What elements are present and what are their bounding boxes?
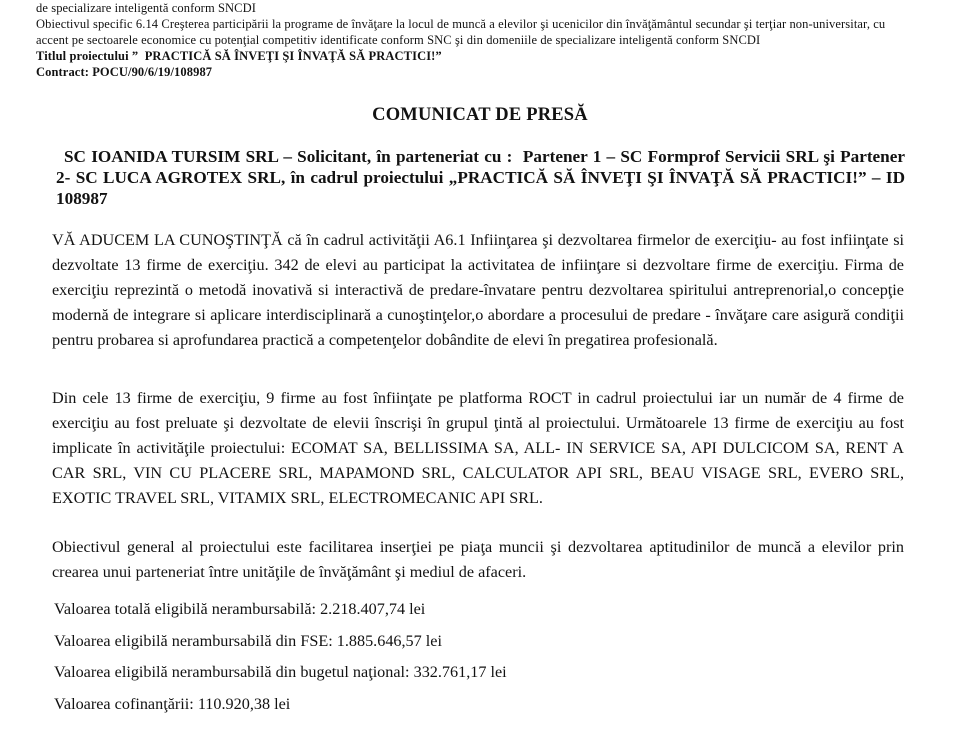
funding-total-eligible: Valoarea totală eligibilă nerambursabilă: 2.218.407,74 lei bbox=[54, 600, 426, 618]
header-specialization-line: de specializare inteligentă conform SNCDI bbox=[36, 1, 256, 15]
funding-values bbox=[54, 597, 914, 723]
funding-national-budget: Valoarea eligibilă nerambursabilă din bugetul naţional: 332.761,17 lei bbox=[54, 663, 507, 681]
paragraph-general-objective: Obiectivul general al proiectului este facilitarea inserţiei pe piaţa muncii şi dezvoltarea aptitudinilor de muncă a elevilor prin crearea unui parteneriat între unităţile de învăţământ şi mediul de afaceri. bbox=[52, 538, 904, 581]
paragraph-activity-a61: VĂ ADUCEM LA CUNOŞTINŢĂ că în cadrul activităţii A6.1 Infiinţarea şi dezvoltarea firmelor de exerciţiu- au fost infiinţate si dezvoltate 13 firme de exerciţiu. 342 de elevi au participat la activitatea de infiinţare si dezvoltare firme de exerciţiu. Firma de exerciţiu reprezintă o metodă inovativă si interactivă de predare-învatare pentru dezvoltarea spiritului antreprenorial,o concepţie modernă de integrare si aplicare interdisciplinară a cunoştinţelor,o abordare a procesului de predare - învăţare care asigură condiţii pentru probarea si aprofundarea practică a competenţelor dobândite de elevi în pregatirea profesională. bbox=[52, 231, 904, 349]
paragraph-practice-firms: Din cele 13 firme de exerciţiu, 9 firme au fost înfiinţate pe platforma ROCT in cadrul proiectului iar un număr de 4 firme de exerciţiu au fost preluate şi dezvoltate de elevii înscrişi în grupul ţintă al proiectului. Următoarele 13 firme de exerciţiu au fost implicate în activităţile proiectului: ECOMAT SA, BELLISSIMA SA, ALL- IN SERVICE SA, API DULCICOM SA, RENT A CAR SRL, VIN CU PLACERE SRL, MAPAMOND SRL, CALCULATOR API SRL, BEAU VISAGE SRL, EVERO SRL, EXOTIC TRAVEL SRL, VITAMIX SRL, ELECTROMECANIC API SRL. bbox=[52, 389, 904, 507]
header-sectors-line: accent pe sectoarele economice cu potenţial competitiv identificate conform SNC şi din domeniile de specializare inteligentă conform SNCDI bbox=[36, 33, 761, 47]
project-header bbox=[36, 0, 936, 80]
partnership-intro-paragraph: SC IOANIDA TURSIM SRL – Solicitant, în parteneriat cu : Partener 1 – SC Formprof Servicii SRL şi Partener 2- SC LUCA AGROTEX SRL, în cadrul proiectului „PRACTICĂ SĂ ÎNVEŢI ŞI ÎNVAŢĂ SĂ PRACTICI!” – ID 108987 bbox=[56, 147, 905, 208]
header-specific-objective-line: Obiectivul specific 6.14 Creşterea participării la programe de învăţare la locul de muncă a elevilor şi ucenicilor din învăţământul secundar şi terţiar non-universitar, cu bbox=[36, 17, 886, 31]
funding-cofinancing: Valoarea cofinanţării: 110.920,38 lei bbox=[54, 694, 291, 713]
funding-fse: Valoarea eligibilă nerambursabilă din FSE: 1.885.646,57 lei bbox=[54, 631, 442, 650]
page-title: COMUNICAT DE PRESĂ bbox=[372, 105, 588, 125]
header-contract-line: Contract: POCU/90/6/19/108987 bbox=[36, 65, 213, 79]
header-project-title-line: Titlul proiectului ” PRACTICĂ SĂ ÎNVEŢI ŞI ÎNVAŢĂ SĂ PRACTICI!” bbox=[36, 49, 442, 63]
